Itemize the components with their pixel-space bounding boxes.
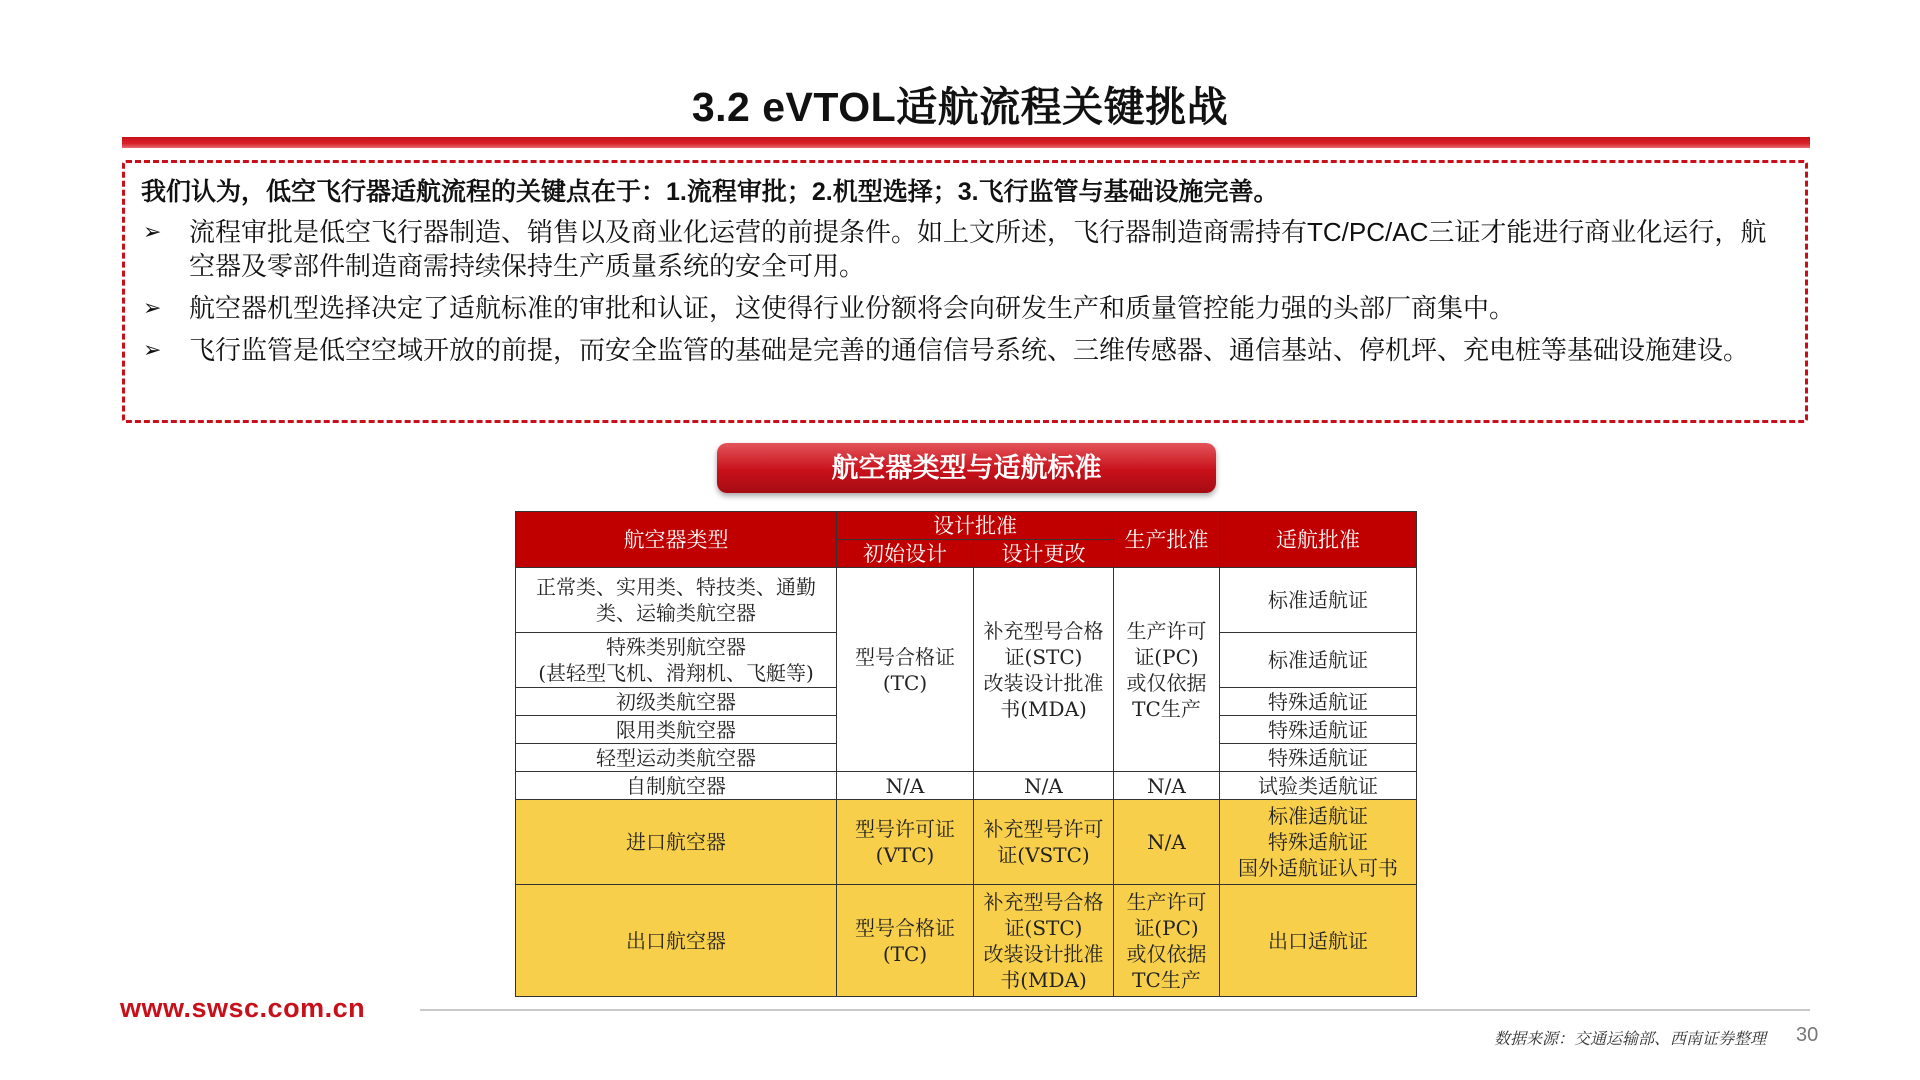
header-airworthiness-approval: 适航批准 — [1220, 512, 1417, 568]
design-change-cell: 补充型号许可 证(VSTC) — [974, 800, 1114, 885]
design-change-cell: 补充型号合格 证(STC) 改装设计批准 书(MDA) — [974, 568, 1114, 772]
aircraft-type-cell: 正常类、实用类、特技类、通勤类、运输类航空器 — [516, 568, 837, 633]
production-approval-cell: N/A — [1114, 800, 1220, 885]
aircraft-type-cell: 轻型运动类航空器 — [516, 744, 837, 772]
table-row — [516, 772, 1417, 800]
airworthiness-cell: 特殊适航证 — [1220, 688, 1417, 716]
header-design-change: 设计更改 — [974, 540, 1114, 568]
bullet-text: 航空器机型选择决定了适航标准的审批和认证，这使得行业份额将会向研发生产和质量管控能力强的头部厂商集中。 — [189, 293, 1516, 323]
design-change-cell: 补充型号合格 证(STC) 改装设计批准 书(MDA) — [974, 885, 1114, 997]
bullet-item — [139, 291, 1791, 325]
initial-design-cell: 型号合格证 (TC) — [837, 568, 974, 772]
production-approval-cell: 生产许可 证(PC) 或仅依据 TC生产 — [1114, 568, 1220, 772]
airworthiness-cell: 特殊适航证 — [1220, 716, 1417, 744]
page-title: 3.2 eVTOL适航流程关键挑战 — [691, 84, 1229, 130]
airworthiness-standards-table — [515, 511, 1417, 997]
bullet-item — [139, 333, 1791, 367]
initial-design-cell: 型号许可证 (VTC) — [837, 800, 974, 885]
airworthiness-cell: 标准适航证 — [1220, 568, 1417, 633]
key-points-box — [122, 160, 1808, 423]
aircraft-type-cell: 初级类航空器 — [516, 688, 837, 716]
footer-divider — [420, 1009, 1810, 1011]
page-number: 30 — [1796, 1024, 1819, 1046]
aircraft-type-cell: 进口航空器 — [516, 800, 837, 885]
production-approval-cell: 生产许可 证(PC) 或仅依据 TC生产 — [1114, 885, 1220, 997]
table-title-banner: 航空器类型与适航标准 — [717, 443, 1216, 493]
bullet-item — [139, 215, 1791, 283]
initial-design-cell: 型号合格证 (TC) — [837, 885, 974, 997]
airworthiness-cell: 试验类适航证 — [1220, 772, 1417, 800]
initial-design-cell: N/A — [837, 772, 974, 800]
aircraft-type-cell: 自制航空器 — [516, 772, 837, 800]
company-url-link[interactable]: www.swsc.com.cn — [120, 993, 366, 1023]
table-row — [516, 568, 1417, 633]
aircraft-type-cell: 限用类航空器 — [516, 716, 837, 744]
key-points-lead: 我们认为，低空飞行器适航流程的关键点在于：1.流程审批；2.机型选择；3.飞行监管与基础设施完善。 — [141, 178, 1279, 206]
data-source-note: 数据来源：交通运输部、西南证券整理 — [1494, 1031, 1767, 1048]
table-row — [516, 800, 1417, 885]
header-aircraft-type: 航空器类型 — [516, 512, 837, 568]
airworthiness-cell: 标准适航证 — [1220, 633, 1417, 688]
airworthiness-cell: 特殊适航证 — [1220, 744, 1417, 772]
bullet-text: 飞行监管是低空空域开放的前提，而安全监管的基础是完善的通信信号系统、三维传感器、通信基站、停机坪、充电桩等基础设施建设。 — [189, 335, 1750, 365]
airworthiness-cell: 标准适航证 特殊适航证 国外适航证认可书 — [1220, 800, 1417, 885]
arrow-bullet-icon: ➢ — [143, 337, 162, 362]
airworthiness-cell: 出口适航证 — [1220, 885, 1417, 997]
bullet-text: 流程审批是低空飞行器制造、销售以及商业化运营的前提条件。如上文所述，飞行器制造商需持有TC/PC/AC三证才能进行商业化运行，航空器及零部件制造商需持续保持生产质量系统的安全可用。 — [189, 217, 1767, 281]
header-initial-design: 初始设计 — [837, 540, 974, 568]
arrow-bullet-icon: ➢ — [143, 219, 162, 244]
title-underline-bar — [122, 137, 1810, 148]
header-production-approval: 生产批准 — [1114, 512, 1220, 568]
arrow-bullet-icon: ➢ — [143, 295, 162, 320]
aircraft-type-cell: 出口航空器 — [516, 885, 837, 997]
production-approval-cell: N/A — [1114, 772, 1220, 800]
header-design-approval: 设计批准 — [837, 512, 1114, 540]
table-row — [516, 885, 1417, 997]
aircraft-type-cell: 特殊类别航空器 (甚轻型飞机、滑翔机、飞艇等) — [516, 633, 837, 688]
design-change-cell: N/A — [974, 772, 1114, 800]
